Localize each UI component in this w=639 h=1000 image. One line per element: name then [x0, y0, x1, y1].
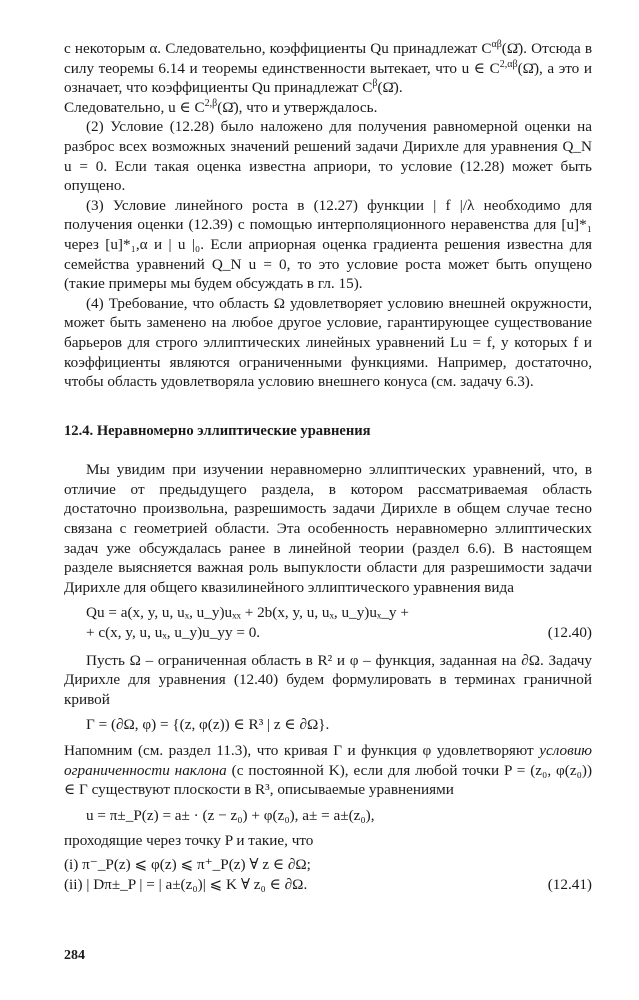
top-line-3-sup: 2,αβ: [499, 58, 518, 70]
equation-12-41-row: [64, 875, 592, 895]
slope-condition-term: условию ограниченности наклона: [64, 742, 592, 779]
equation-number-12-40: (12.40): [547, 624, 592, 642]
equation-planes: u = π±_P(z) = a± · (z − z₀) + φ(z₀), a± = a±(z₀),: [86, 806, 375, 824]
remark-4: (4) Требование, что область Ω удовлетворяет условию внешней окружности, может быть заменено на любое другое условие, гарантирующее существование барьеров для строго эллиптических линейных уравнений Lu = f, у которых f и коэффициенты являются ограниченными функциями. Например, достаточно, чтобы область удовлетворяла условию внешнего конуса (см. задачу 6.3).: [64, 294, 592, 391]
top-line-2: Отсюда в силу теоремы 6.14 и теоремы единственности вытекает, что: [64, 40, 593, 77]
page-text: [64, 39, 592, 894]
top-line-3b: (Ω̄), а это и означает, что коэффициенты Qu принадлежат C: [64, 59, 593, 97]
top-line-3-sup2: β: [372, 78, 378, 90]
top-line-4a: Следовательно, u ∈ C: [64, 98, 205, 116]
remark-2: (2) Условие (12.28) было наложено для получения равномерной оценки на разброс всех возможных значений решений задачи Дирихле для уравнения Q_N u = 0. Если такая оценка известна априори, то условие (12.28) может быть опущено.: [64, 118, 592, 195]
condition-i: (i) π⁻_P(z) ⩽ φ(z) ⩽ π⁺_P(z) ∀ z ∈ ∂Ω;: [64, 855, 311, 873]
top-line-1-sup: αβ: [491, 38, 502, 50]
top-line-1: с некоторым α. Следовательно, коэффициенты Qu принадлежат C: [64, 40, 492, 57]
condition-ii: (ii) | Dπ±_P | = | a±(z₀)| ⩽ K ∀ z₀ ∈ ∂Ω.: [64, 875, 308, 893]
equation-12-40-row: [86, 623, 592, 643]
equation-number-12-41: (12.41): [547, 875, 592, 893]
top-line-4b: (Ω̄), что и утверждалось.: [217, 98, 378, 116]
intro-paragraph: Мы увидим при изучении неравномерно эллиптических уравнений, что, в отличие от предыдущего раздела, в котором рассматриваемая область достаточно произвольна, разрешимость задачи Дирихле в общем случае тесно связана с геометрией области. Эта особенность неравномерно эллиптических задач уже обсуждалась ранее в линейной теории (раздел 6.6). В настоящем разделе выясняется важная роль выпуклости области для разрешимости задачи Дирихле для общего квазилинейного эллиптического уравнения вида: [64, 461, 592, 596]
top-line-3a: u ∈ C: [461, 59, 500, 77]
equation-12-40-line-1: Qu = a(x, y, u, uₓ, u_y)uₓₓ + 2b(x, y, u, uₓ, u_y)uₓ_y +: [86, 604, 409, 622]
top-line-3c: (Ω̄).: [377, 79, 403, 97]
equation-12-40-line-2: + c(x, y, u, uₓ, u_y)u_yy = 0.: [86, 624, 261, 642]
remark-3: (3) Условие линейного роста в (12.27) функции | f |/λ необходимо для получения оценки (12.39) с помощью интерполяционного неравенства для [u]*₁ через [u]*₁,α и | u |₀. Если априорная оценка градиента решения известна для семейства уравнений Q_N u = 0, то это условие роста может быть опущено (такие примеры мы будем обсуждать в гл. 15).: [64, 196, 592, 293]
section-heading: 12.4. Неравномерно эллиптические уравнения: [64, 422, 371, 439]
equation-gamma: Γ = (∂Ω, φ) = {(z, φ(z)) ∈ R³ | z ∈ ∂Ω}.: [86, 716, 330, 734]
top-paragraph: [64, 39, 592, 117]
slope-paragraph-start: Напомним (см. раздел 11.3), что кривая Γ и функция φ удовлетворяют: [64, 742, 540, 759]
through-point-paragraph: проходящие через точку P и такие, что: [64, 832, 314, 850]
equation-12-40: [64, 603, 592, 642]
top-line-1-end: (Ω̄).: [501, 40, 527, 57]
slope-condition-paragraph: [64, 741, 592, 800]
top-line-4-sup: 2,β: [204, 97, 218, 109]
boundary-curve-paragraph: Пусть Ω – ограниченная область в R² и φ – функция, заданная на ∂Ω. Задачу Дирихле для уравнения (12.40) будем формулировать в терминах граничной кривой: [64, 651, 592, 708]
page-number: 284: [64, 948, 85, 963]
slope-paragraph-end: (с постоянной K), если для любой точки P = (z₀, φ(z₀)) ∈ Γ существуют плоскости в R³, описываемые уравнениями: [64, 761, 592, 799]
equation-12-41: [64, 855, 592, 894]
